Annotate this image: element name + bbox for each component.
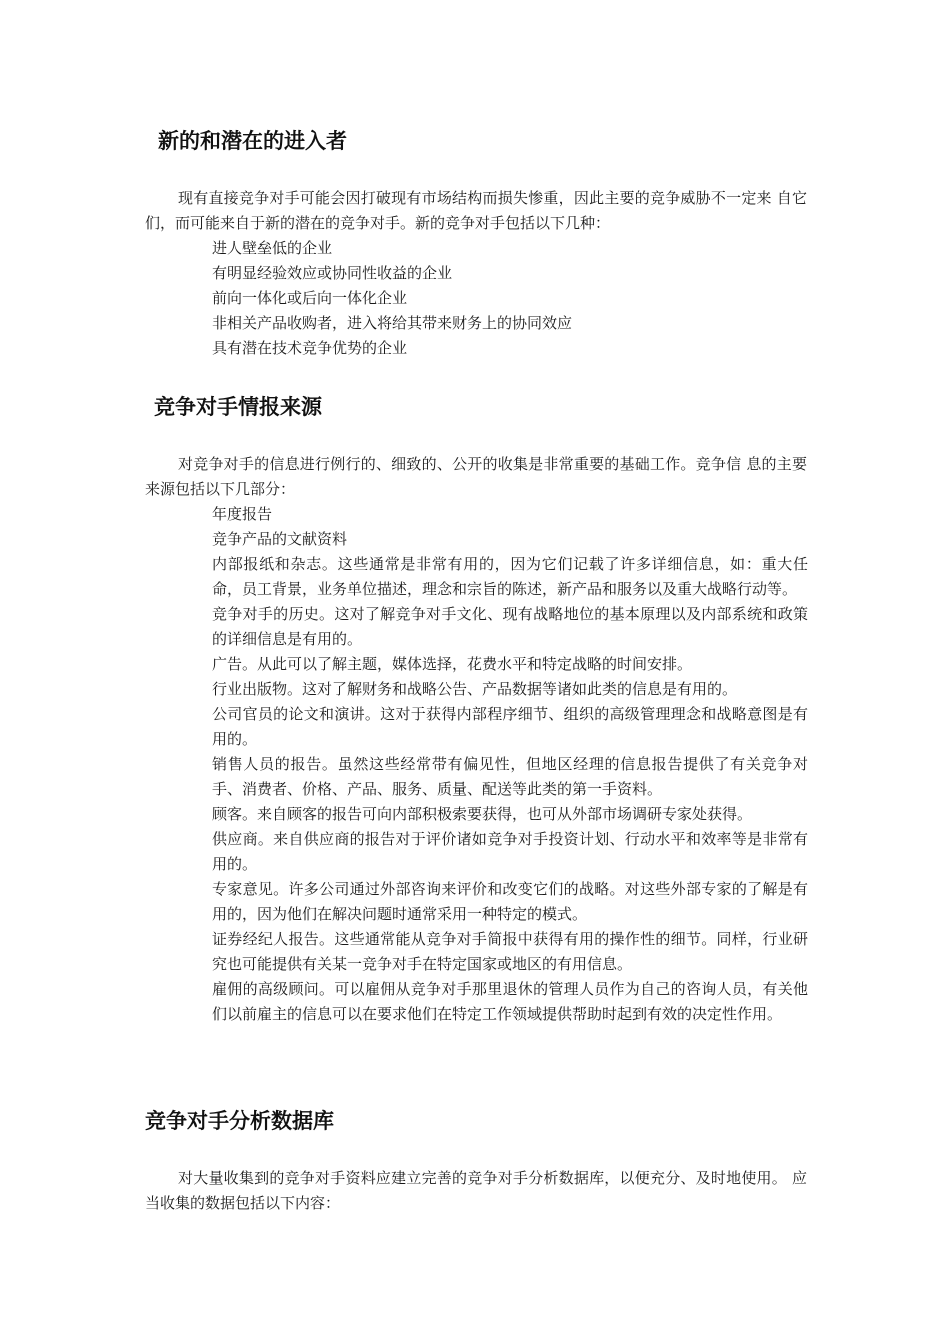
- section-heading-database: 竞争对手分析数据库: [145, 1109, 334, 1133]
- section-paragraph-database: 对大量收集到的竞争对手资料应建立完善的竞争对手分析数据库，以便充分、及时地使用。 应当收集的数据包括以下内容：: [145, 1169, 807, 1212]
- list-item: 公司官员的论文和演讲。这对于获得内部程序细节、组织的高级管理理念和战略意图是有用的。: [212, 705, 808, 748]
- list-item: 顾客。来自顾客的报告可向内部积极索要获得，也可从外部市场调研专家处获得。: [212, 805, 753, 823]
- list-item: 竞争产品的文献资料: [212, 530, 348, 548]
- list-item: 非相关产品收购者，进入将给其带来财务上的协同效应: [212, 314, 573, 332]
- list-item: 行业出版物。这对了解财务和战略公告、产品数据等诸如此类的信息是有用的。: [212, 680, 738, 698]
- list-item: 雇佣的高级顾问。可以雇佣从竞争对手那里退休的管理人员作为自己的咨询人员，有关他们以前雇主的信息可以在要求他们在特定工作领域提供帮助时起到有效的决定性作用。: [212, 980, 808, 1023]
- list-item: 进人壁垒低的企业: [212, 239, 333, 257]
- list-item: 销售人员的报告。虽然这些经常带有偏见性，但地区经理的信息报告提供了有关竞争对手、消费者、价格、产品、服务、质量、配送等此类的第一手资料。: [212, 755, 808, 798]
- list-item: 前向一体化或后向一体化企业: [212, 289, 408, 307]
- section-paragraph-new-entrants: 现有直接竞争对手可能会因打破现有市场结构而损失惨重，因此主要的竞争威胁不一定来 自它们，而可能来自于新的潜在的竞争对手。新的竞争对手包括以下几种：: [145, 189, 807, 232]
- list-item: 有明显经验效应或协同性收益的企业: [212, 264, 453, 282]
- list-item: 具有潜在技术竞争优势的企业: [212, 339, 408, 357]
- list-item: 竞争对手的历史。这对了解竞争对手文化、现有战略地位的基本原理以及内部系统和政策的详细信息是有用的。: [212, 605, 808, 648]
- section-heading-intel-sources: 竞争对手情报来源: [154, 395, 322, 419]
- section-paragraph-intel-sources: 对竞争对手的信息进行例行的、细致的、公开的收集是非常重要的基础工作。竞争信 息的主要来源包括以下几部分：: [145, 455, 807, 498]
- source-list: [212, 502, 808, 1027]
- list-item: 证券经纪人报告。这些通常能从竞争对手简报中获得有用的操作性的细节。同样，行业研究也可能提供有关某一竞争对手在特定国家或地区的有用信息。: [212, 930, 808, 973]
- list-item: 专家意见。许多公司通过外部咨询来评价和改变它们的战略。对这些外部专家的了解是有用的，因为他们在解决问题时通常采用一种特定的模式。: [212, 880, 808, 923]
- section-heading-new-entrants: 新的和潜在的进入者: [158, 129, 347, 153]
- list-item: 内部报纸和杂志。这些通常是非常有用的，因为它们记载了许多详细信息，如：重大任命，员工背景，业务单位描述，理念和宗旨的陈述，新产品和服务以及重大战略行动等。: [212, 555, 808, 598]
- list-item: 年度报告: [212, 505, 273, 523]
- entrant-list: [212, 236, 808, 361]
- list-item: 供应商。来自供应商的报告对于评价诸如竞争对手投资计划、行动水平和效率等是非常有用的。: [212, 830, 808, 873]
- list-item: 广告。从此可以了解主题，媒体选择，花费水平和特定战略的时间安排。: [212, 655, 693, 673]
